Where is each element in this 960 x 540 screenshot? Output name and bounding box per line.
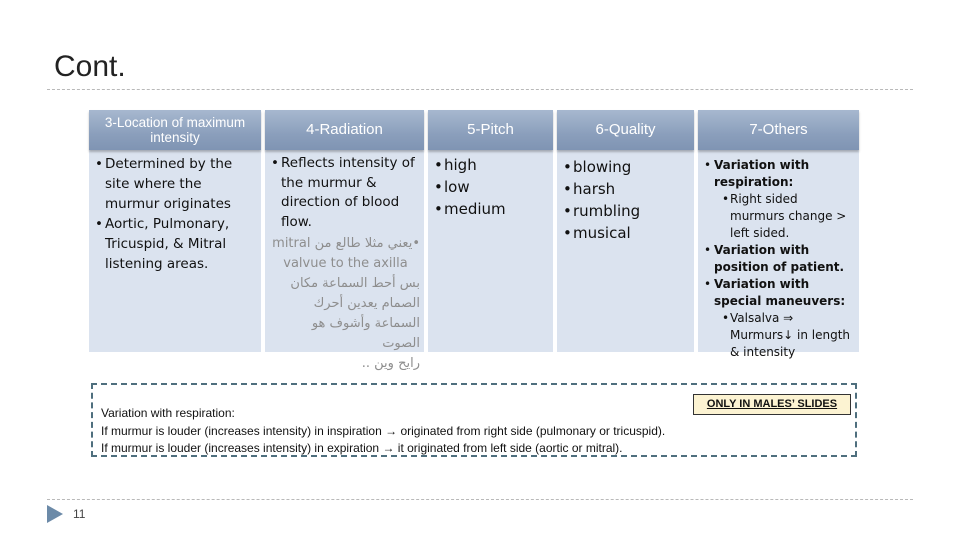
column-others (698, 110, 859, 359)
column-location (89, 110, 261, 352)
column-header-location: 3-Location of maximum intensity (89, 110, 261, 150)
note-line: If murmur is louder (increases intensity) in expiration → it originated from left side (aortic or mitral). (101, 441, 623, 455)
column-header-others: 7-Others (698, 110, 859, 150)
column-body-others (698, 157, 859, 359)
column-quality (557, 110, 694, 352)
column-body-pitch (428, 154, 553, 352)
list-item: • blowing (563, 156, 690, 178)
column-body-quality (557, 156, 694, 352)
column-header-radiation: 4-Radiation (265, 110, 424, 150)
note-line: Variation with respiration: (101, 406, 235, 420)
murmur-features-table (89, 110, 859, 371)
column-body-location (89, 154, 261, 352)
list-item: • rumbling (563, 200, 690, 222)
arabic-note-line: valvue to the axilla (283, 256, 408, 271)
note-text (101, 405, 849, 458)
list-item (704, 242, 855, 276)
column-pitch (428, 110, 553, 352)
bottom-divider (47, 499, 913, 500)
list-item: • Aortic, Pulmonary, Tricuspid, & Mitral listening areas. (95, 214, 257, 274)
group-title: Variation with respiration: (714, 158, 810, 189)
arabic-note-line: بس أحط السماعة مكان (290, 276, 420, 291)
column-radiation (265, 110, 424, 371)
sub-item: • Valsalva ⇒ Murmurs↓ in length & intensity (722, 310, 855, 361)
top-divider (47, 89, 913, 90)
column-body-radiation (265, 154, 424, 371)
group-title: Variation with position of patient. (714, 243, 845, 274)
arabic-note-latin: mitral (272, 236, 311, 251)
list-item: • musical (563, 222, 690, 244)
arabic-note-line: السماعة وأشوف هو الصوت (311, 316, 420, 351)
list-item: • medium (434, 198, 549, 220)
column-header-pitch: 5-Pitch (428, 110, 553, 150)
list-item: • Determined by the site where the murmur originates (95, 154, 257, 214)
sub-item: • Right sided murmurs change > left sided. (722, 191, 855, 242)
list-item (704, 276, 855, 361)
arabic-note: •يعني مثلا طالع من mitral valvue to the axilla بس أحط السماعة مكان الصمام يعدين أحرك السماعة وأشوف هو الصوت رايح وين .. (271, 234, 420, 374)
list-item (704, 157, 855, 242)
list-item: • harsh (563, 178, 690, 200)
list-item: • Reflects intensity of the murmur & direction of blood flow. (271, 154, 420, 232)
list-item: • low (434, 176, 549, 198)
group-title: Variation with special maneuvers: (714, 277, 846, 308)
note-box (91, 383, 857, 457)
arabic-note-line: يعني مثلا طالع من (310, 236, 413, 251)
play-arrow-icon (47, 505, 63, 523)
slide-title: Cont. (54, 50, 126, 83)
arabic-note-line: الصمام يعدين أحرك (313, 296, 420, 311)
list-item: • high (434, 154, 549, 176)
page-number: 11 (73, 507, 86, 521)
males-slides-badge: ONLY IN MALES’ SLIDES (693, 394, 851, 415)
note-line: If murmur is louder (increases intensity) in inspiration → originated from right side (pulmonary or tricuspid). (101, 423, 666, 438)
arabic-note-line: رايح وين .. (361, 356, 420, 371)
column-header-quality: 6-Quality (557, 110, 694, 150)
